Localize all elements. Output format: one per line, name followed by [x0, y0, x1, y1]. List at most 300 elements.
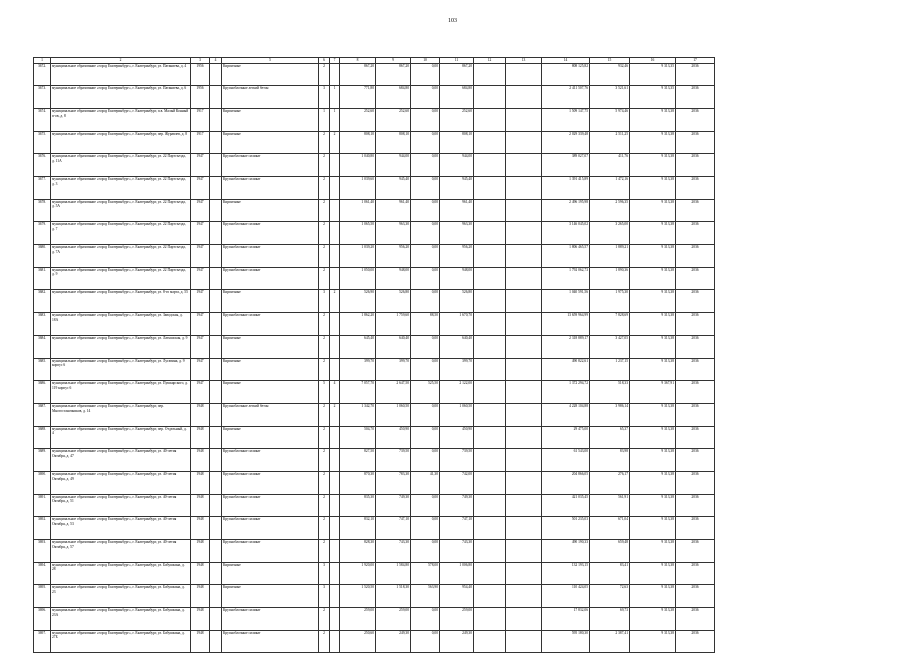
residential-area-cell: 961,40 — [440, 199, 474, 222]
floors-cell: 2 — [319, 494, 330, 517]
wall-material-cell: Крупноблочные силикат — [222, 608, 319, 631]
page-number: 103 — [448, 18, 457, 24]
repair-cost-cell: 3 146 045,02 — [542, 222, 590, 245]
living-area-cell: 259,00 — [376, 608, 411, 631]
col4-cell — [210, 381, 222, 404]
planned-year-cell: 2036 — [676, 585, 715, 608]
row-number: 3694. — [34, 562, 51, 585]
nonresidential-area-cell: 0,00 — [411, 245, 440, 268]
wall-material-cell: Кирпичные — [222, 426, 319, 449]
living-area-cell: 684,80 — [376, 86, 411, 109]
wall-material-cell: Кирпичные — [222, 290, 319, 313]
table-row — [34, 449, 715, 472]
row-number: 3672. — [34, 63, 51, 86]
col12-cell — [474, 131, 506, 154]
nonresidential-area-cell: 563,90 — [411, 585, 440, 608]
limit-cost-cell: 9 313,38 — [630, 222, 676, 245]
repair-cost-cell: 13 659 964,99 — [542, 313, 590, 336]
table-row — [34, 177, 715, 200]
total-area-cell: 832,10 — [340, 517, 376, 540]
residential-area-cell: 2 122,00 — [440, 381, 474, 404]
table-row — [34, 131, 715, 154]
nonresidential-area-cell: 88,50 — [411, 313, 440, 336]
year-built-cell: 1947 — [191, 358, 210, 381]
limit-cost-cell: 9 313,38 — [630, 608, 676, 631]
wall-material-cell: Кирпичные — [222, 335, 319, 358]
col4-cell — [210, 630, 222, 653]
repair-cost-cell: 2 029 339,48 — [542, 131, 590, 154]
entrances-cell — [330, 562, 340, 585]
col4-cell — [210, 177, 222, 200]
entrances-cell — [330, 449, 340, 472]
residential-area-cell: 450,90 — [440, 426, 474, 449]
floors-cell: 5 — [319, 381, 330, 404]
planned-year-cell: 2036 — [676, 517, 715, 540]
limit-cost-cell: 9 313,38 — [630, 199, 676, 222]
nonresidential-area-cell: 41,30 — [411, 471, 440, 494]
residential-area-cell: 739,50 — [440, 449, 474, 472]
limit-cost-cell: 9 313,38 — [630, 358, 676, 381]
total-area-cell: 504,70 — [340, 426, 376, 449]
repair-cost-cell: 2 318 889,17 — [542, 335, 590, 358]
address-cell: муниципальное образование «город Екатеринбург», г. Екатеринбург, ул. Пушкарского, д. 119 корпус 6 — [51, 381, 191, 404]
nonresidential-area-cell: 0,00 — [411, 449, 440, 472]
unit-cost-cell: 3 427,05 — [590, 335, 630, 358]
table-row — [34, 517, 715, 540]
residential-area-cell: 1 006,80 — [440, 562, 474, 585]
col13-cell — [506, 267, 542, 290]
housing-registry-table — [33, 57, 715, 653]
living-area-cell: 961,40 — [376, 199, 411, 222]
living-area-cell: 1 060,50 — [376, 403, 411, 426]
repair-cost-cell: 204 866,05 — [542, 471, 590, 494]
column-number-9: 9 — [376, 58, 411, 64]
table-row — [34, 630, 715, 653]
total-area-cell: 1 520,50 — [340, 585, 376, 608]
col12-cell — [474, 517, 506, 540]
col12-cell — [474, 608, 506, 631]
limit-cost-cell: 9 313,38 — [630, 177, 676, 200]
col12-cell — [474, 562, 506, 585]
unit-cost-cell: 1 975,30 — [590, 290, 630, 313]
col4-cell — [210, 63, 222, 86]
year-built-cell: 1948 — [191, 585, 210, 608]
table-row — [34, 471, 715, 494]
address-cell: муниципальное образование «город Екатеринбург», г. Екатеринбург, ул. Латышская, д. 9 — [51, 335, 191, 358]
nonresidential-area-cell: 0,00 — [411, 86, 440, 109]
repair-cost-cell: 1 509 147,75 — [542, 108, 590, 131]
wall-material-cell: Крупноблочные легкий бетон — [222, 403, 319, 426]
address-cell: муниципальное образование «город Екатеринбург», г. Екатеринбург, ул. Патаниева, д. 6 — [51, 86, 191, 109]
residential-area-cell: 684,80 — [440, 86, 474, 109]
col4-cell — [210, 562, 222, 585]
col12-cell — [474, 494, 506, 517]
address-cell: муниципальное образование «город Екатеринбург», г. Екатеринбург, пер. Многостаночников, д. 14 — [51, 403, 191, 426]
entrances-cell: 2 — [330, 403, 340, 426]
total-area-cell: 771,80 — [340, 86, 376, 109]
floors-cell: 2 — [319, 471, 330, 494]
entrances-cell: 2 — [330, 290, 340, 313]
total-area-cell: 1 050,00 — [340, 267, 376, 290]
limit-cost-cell: 9 313,38 — [630, 517, 676, 540]
address-cell: муниципальное образование «город Екатеринбург», г. Екатеринбург, ул. 40-летия Октября, д. 53 — [51, 517, 191, 540]
total-area-cell: 867,20 — [340, 63, 376, 86]
row-number: 3680. — [34, 245, 51, 268]
col4-cell — [210, 608, 222, 631]
year-built-cell: 1948 — [191, 426, 210, 449]
total-area-cell: 828,30 — [340, 540, 376, 563]
table-row — [34, 63, 715, 86]
column-number-15: 15 — [590, 58, 630, 64]
row-number: 3696. — [34, 608, 51, 631]
wall-material-cell: Крупноблочные силикат — [222, 177, 319, 200]
planned-year-cell: 2036 — [676, 199, 715, 222]
planned-year-cell: 2036 — [676, 290, 715, 313]
year-built-cell: 1917 — [191, 131, 210, 154]
row-number: 3688. — [34, 426, 51, 449]
entrances-cell — [330, 267, 340, 290]
col12-cell — [474, 335, 506, 358]
residential-area-cell: 742,00 — [440, 471, 474, 494]
unit-cost-cell: 3 986,14 — [590, 403, 630, 426]
total-area-cell: 1 342,70 — [340, 403, 376, 426]
col4-cell — [210, 131, 222, 154]
address-cell: муниципальное образование «город Екатеринбург», г. Екатеринбург, ул. Патаниева, д. 4 — [51, 63, 191, 86]
col12-cell — [474, 63, 506, 86]
floors-cell: 3 — [319, 585, 330, 608]
floors-cell: 3 — [319, 290, 330, 313]
planned-year-cell: 2036 — [676, 630, 715, 653]
total-area-cell: 250,60 — [340, 630, 376, 653]
year-built-cell: 1948 — [191, 562, 210, 585]
repair-cost-cell: 490 822,61 — [542, 358, 590, 381]
limit-cost-cell: 9 313,35 — [630, 63, 676, 86]
year-built-cell: 1956 — [191, 86, 210, 109]
unit-cost-cell: 2 387,41 — [590, 630, 630, 653]
total-area-cell: 1 920,00 — [340, 562, 376, 585]
floors-cell: 2 — [319, 245, 330, 268]
row-number: 3684. — [34, 335, 51, 358]
total-area-cell: 259,00 — [340, 608, 376, 631]
nonresidential-area-cell: 0,00 — [411, 494, 440, 517]
nonresidential-area-cell: 0,00 — [411, 199, 440, 222]
col12-cell — [474, 381, 506, 404]
planned-year-cell: 2036 — [676, 426, 715, 449]
repair-cost-cell: 17 832,06 — [542, 608, 590, 631]
residential-area-cell: 640,40 — [440, 335, 474, 358]
wall-material-cell: Кирпичные — [222, 585, 319, 608]
residential-area-cell: 867,20 — [440, 63, 474, 86]
col12-cell — [474, 154, 506, 177]
repair-cost-cell: 61 543,00 — [542, 449, 590, 472]
address-cell: муниципальное образование «город Екатеринбург», г. Екатеринбург, ул. 22 Партсъезда, д. 5А — [51, 199, 191, 222]
planned-year-cell: 2036 — [676, 222, 715, 245]
year-built-cell: 1947 — [191, 313, 210, 336]
table-row — [34, 154, 715, 177]
living-area-cell: 1 759,60 — [376, 313, 411, 336]
column-number-1: 1 — [34, 58, 51, 64]
col12-cell — [474, 585, 506, 608]
planned-year-cell: 2036 — [676, 449, 715, 472]
repair-cost-cell: 389 027,07 — [542, 154, 590, 177]
living-area-cell: 944,00 — [376, 154, 411, 177]
planned-year-cell: 2036 — [676, 494, 715, 517]
row-number: 3693. — [34, 540, 51, 563]
living-area-cell: 252,60 — [376, 108, 411, 131]
table-row — [34, 267, 715, 290]
unit-cost-cell: 5 974,46 — [590, 108, 630, 131]
col13-cell — [506, 108, 542, 131]
total-area-cell: 870,30 — [340, 471, 376, 494]
col12-cell — [474, 290, 506, 313]
nonresidential-area-cell: 0,00 — [411, 540, 440, 563]
year-built-cell: 1947 — [191, 222, 210, 245]
column-number-4: 4 — [210, 58, 222, 64]
nonresidential-area-cell: 0,00 — [411, 63, 440, 86]
nonresidential-area-cell: 0,00 — [411, 630, 440, 653]
total-area-cell: 1 040,80 — [340, 154, 376, 177]
year-built-cell: 1947 — [191, 177, 210, 200]
unit-cost-cell: 83,98 — [590, 449, 630, 472]
residential-area-cell: 743,30 — [440, 540, 474, 563]
row-number: 3689. — [34, 449, 51, 472]
col4-cell — [210, 290, 222, 313]
floors-cell: 2 — [319, 63, 330, 86]
year-built-cell: 1948 — [191, 471, 210, 494]
col13-cell — [506, 403, 542, 426]
col4-cell — [210, 426, 222, 449]
row-number: 3687. — [34, 403, 51, 426]
planned-year-cell: 2036 — [676, 154, 715, 177]
residential-area-cell: 954,40 — [440, 585, 474, 608]
floors-cell: 2 — [319, 403, 330, 426]
planned-year-cell: 2036 — [676, 313, 715, 336]
row-number: 3682. — [34, 290, 51, 313]
repair-cost-cell: 1 040 591,56 — [542, 290, 590, 313]
repair-cost-cell: 1 792 062,73 — [542, 267, 590, 290]
unit-cost-cell: 561,91 — [590, 494, 630, 517]
address-cell: муниципальное образование «город Екатеринбург», г. Екатеринбург, ул. 22 Партсъезда, д. 3 — [51, 177, 191, 200]
entrances-cell — [330, 494, 340, 517]
floors-cell: 2 — [319, 131, 330, 154]
living-area-cell: 249,30 — [376, 630, 411, 653]
total-area-cell: 808,10 — [340, 131, 376, 154]
address-cell: муниципальное образование «город Екатеринбург», г. Екатеринбург, ул. 40-летия Октября, д. 57 — [51, 540, 191, 563]
floors-cell: 3 — [319, 562, 330, 585]
limit-cost-cell: 9 313,38 — [630, 335, 676, 358]
planned-year-cell: 2036 — [676, 403, 715, 426]
row-number: 3692. — [34, 517, 51, 540]
col12-cell — [474, 177, 506, 200]
wall-material-cell: Кирпичные — [222, 358, 319, 381]
col13-cell — [506, 222, 542, 245]
residential-area-cell: 1 060,50 — [440, 403, 474, 426]
table-row — [34, 86, 715, 109]
unit-cost-cell: 69,73 — [590, 608, 630, 631]
address-cell: муниципальное образование «город Екатеринбург», г. Екатеринбург, ул. Бабушкина, д. 23А — [51, 608, 191, 631]
living-area-cell: 867,20 — [376, 63, 411, 86]
wall-material-cell: Крупноблочные силикат — [222, 267, 319, 290]
year-built-cell: 1948 — [191, 540, 210, 563]
unit-cost-cell: 659,48 — [590, 540, 630, 563]
living-area-cell: 808,10 — [376, 131, 411, 154]
total-area-cell: 1 065,50 — [340, 222, 376, 245]
nonresidential-area-cell: 0,00 — [411, 177, 440, 200]
wall-material-cell: Кирпичные — [222, 199, 319, 222]
col12-cell — [474, 86, 506, 109]
row-number: 3685. — [34, 358, 51, 381]
unit-cost-cell: 411,76 — [590, 154, 630, 177]
limit-cost-cell: 9 313,38 — [630, 108, 676, 131]
living-area-cell: 963,30 — [376, 222, 411, 245]
col12-cell — [474, 403, 506, 426]
planned-year-cell: 2036 — [676, 63, 715, 86]
row-number: 3695. — [34, 585, 51, 608]
planned-year-cell: 2036 — [676, 108, 715, 131]
nonresidential-area-cell: 0,00 — [411, 358, 440, 381]
col13-cell — [506, 540, 542, 563]
nonresidential-area-cell: 525,50 — [411, 381, 440, 404]
col4-cell — [210, 154, 222, 177]
repair-cost-cell: 110 424,05 — [542, 585, 590, 608]
address-cell: муниципальное образование «город Екатеринбург», г. Екатеринбург, ул. Бабушкина, д. 28 — [51, 562, 191, 585]
address-cell: муниципальное образование «город Екатеринбург», г. Екатеринбург, ул. 22 Партсъезда, д. 7 — [51, 222, 191, 245]
col4-cell — [210, 222, 222, 245]
table-row — [34, 199, 715, 222]
wall-material-cell: Крупноблочные легкий бетон — [222, 86, 319, 109]
col13-cell — [506, 63, 542, 86]
unit-cost-cell: 1 890,36 — [590, 267, 630, 290]
limit-cost-cell: 9 313,38 — [630, 154, 676, 177]
limit-cost-cell: 9 313,38 — [630, 131, 676, 154]
col4-cell — [210, 358, 222, 381]
year-built-cell: 1948 — [191, 403, 210, 426]
living-area-cell: 945,40 — [376, 177, 411, 200]
planned-year-cell: 2036 — [676, 358, 715, 381]
residential-area-cell: 252,60 — [440, 108, 474, 131]
col13-cell — [506, 494, 542, 517]
repair-cost-cell: 29 475,00 — [542, 426, 590, 449]
residential-area-cell: 747,10 — [440, 517, 474, 540]
col13-cell — [506, 449, 542, 472]
limit-cost-cell: 9 313,38 — [630, 585, 676, 608]
year-built-cell: 1948 — [191, 630, 210, 653]
year-built-cell: 1947 — [191, 199, 210, 222]
address-cell: муниципальное образование «город Екатеринбург», г. Екатеринбург, ул. 22 Партсъезда, д. 7А — [51, 245, 191, 268]
col4-cell — [210, 403, 222, 426]
year-built-cell: 1947 — [191, 267, 210, 290]
nonresidential-area-cell: 0,00 — [411, 403, 440, 426]
wall-material-cell: Кирпичные — [222, 108, 319, 131]
total-area-cell: 399,70 — [340, 358, 376, 381]
planned-year-cell: 2036 — [676, 177, 715, 200]
col13-cell — [506, 154, 542, 177]
wall-material-cell: Кирпичные — [222, 381, 319, 404]
table-row — [34, 358, 715, 381]
floors-cell: 2 — [319, 517, 330, 540]
unit-cost-cell: 1 237,15 — [590, 358, 630, 381]
limit-cost-cell: 9 313,38 — [630, 562, 676, 585]
planned-year-cell: 2036 — [676, 267, 715, 290]
total-area-cell: 1 061,40 — [340, 199, 376, 222]
col12-cell — [474, 540, 506, 563]
entrances-cell — [330, 358, 340, 381]
entrances-cell — [330, 177, 340, 200]
total-area-cell: 252,60 — [340, 108, 376, 131]
table-row — [34, 290, 715, 313]
row-number: 3683. — [34, 313, 51, 336]
residential-area-cell: 956,20 — [440, 245, 474, 268]
unit-cost-cell: 1 889,21 — [590, 245, 630, 268]
entrances-cell: 4 — [330, 381, 340, 404]
col13-cell — [506, 335, 542, 358]
planned-year-cell: 2036 — [676, 335, 715, 358]
wall-material-cell: Кирпичные — [222, 131, 319, 154]
planned-year-cell: 2036 — [676, 131, 715, 154]
address-cell: муниципальное образование «город Екатеринбург», г. Екатеринбург, ул. 22 Партсъезда, д. 9 — [51, 267, 191, 290]
row-number: 3676. — [34, 154, 51, 177]
table-row — [34, 585, 715, 608]
planned-year-cell: 2036 — [676, 540, 715, 563]
living-area-cell: 1 518,30 — [376, 585, 411, 608]
table-row — [34, 313, 715, 336]
residential-area-cell: 808,10 — [440, 131, 474, 154]
floors-cell: 2 — [319, 222, 330, 245]
unit-cost-cell: 83,41 — [590, 562, 630, 585]
address-cell: муниципальное образование «город Екатеринбург», г. Екатеринбург, ул. Заводская, д. 18А — [51, 313, 191, 336]
planned-year-cell: 2036 — [676, 562, 715, 585]
limit-cost-cell: 9 313,38 — [630, 267, 676, 290]
wall-material-cell: Кирпичные — [222, 562, 319, 585]
address-cell: муниципальное образование «город Екатеринбург», г. Екатеринбург, ул. 40-летия Октября, д. 51 — [51, 494, 191, 517]
entrances-cell — [330, 222, 340, 245]
col13-cell — [506, 585, 542, 608]
living-area-cell: 948,00 — [376, 267, 411, 290]
living-area-cell: 526,80 — [376, 290, 411, 313]
living-area-cell: 1 584,80 — [376, 562, 411, 585]
repair-cost-cell: 2 411 507,76 — [542, 86, 590, 109]
table-row — [34, 381, 715, 404]
year-built-cell: 1948 — [191, 608, 210, 631]
unit-cost-cell: 932,46 — [590, 63, 630, 86]
col13-cell — [506, 86, 542, 109]
col13-cell — [506, 199, 542, 222]
planned-year-cell: 2036 — [676, 86, 715, 109]
repair-cost-cell: 490 190,33 — [542, 540, 590, 563]
year-built-cell: 1947 — [191, 290, 210, 313]
unit-cost-cell: 1 472,16 — [590, 177, 630, 200]
limit-cost-cell: 9 313,38 — [630, 426, 676, 449]
address-cell: муниципальное образование «город Екатеринбург», г. Екатеринбург, ул. Бабушкина, д. 27Б — [51, 630, 191, 653]
nonresidential-area-cell: 0,00 — [411, 154, 440, 177]
col12-cell — [474, 199, 506, 222]
col12-cell — [474, 108, 506, 131]
row-number: 3673. — [34, 86, 51, 109]
limit-cost-cell: 9 313,38 — [630, 449, 676, 472]
residential-area-cell: 259,00 — [440, 608, 474, 631]
table-row — [34, 335, 715, 358]
nonresidential-area-cell: 0,00 — [411, 290, 440, 313]
year-built-cell: 1947 — [191, 381, 210, 404]
living-area-cell: 783,30 — [376, 471, 411, 494]
row-number: 3678. — [34, 199, 51, 222]
residential-area-cell: 944,00 — [440, 154, 474, 177]
address-cell: муниципальное образование «город Екатеринбург», г. Екатеринбург, ул. 8-го марта, д. 55 — [51, 290, 191, 313]
entrances-cell — [330, 63, 340, 86]
limit-cost-cell: 9 313,35 — [630, 86, 676, 109]
year-built-cell: 1947 — [191, 154, 210, 177]
row-number: 3691. — [34, 494, 51, 517]
